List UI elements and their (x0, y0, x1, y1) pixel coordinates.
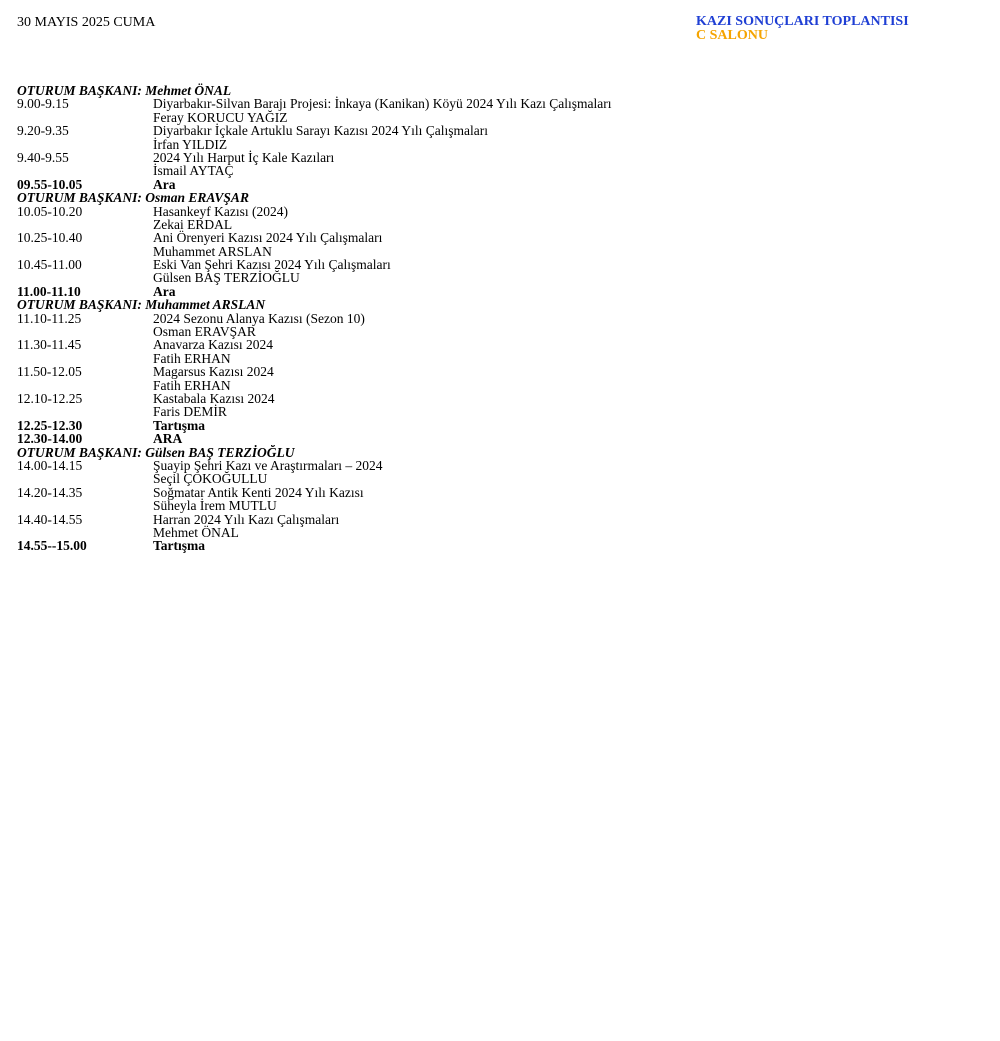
talk-title: 2024 Yılı Harput İç Kale Kazıları (153, 149, 335, 165)
talk-title: Magarsus Kazısı 2024 (153, 364, 274, 380)
talk-speaker: Seçil ÇOKOĞULLU (153, 471, 268, 487)
talk-row (17, 459, 977, 472)
talk-row (17, 312, 977, 325)
talk-row (17, 205, 977, 218)
talk-speaker: Zekai ERDAL (153, 216, 233, 232)
talk-time: 11.10-11.25 (17, 310, 82, 326)
talk-time: 11.30-11.45 (17, 337, 82, 353)
session-chair: OTURUM BAŞKANI: Mehmet ÖNAL (17, 83, 232, 98)
document-date: 30 MAYIS 2025 CUMA (17, 15, 156, 30)
session-chair: OTURUM BAŞKANI: Gülsen BAŞ TERZİOĞLU (17, 444, 295, 460)
break-row (17, 285, 977, 298)
talk-time: 10.25-10.40 (17, 230, 83, 246)
talk-time: 12.10-12.25 (17, 390, 83, 406)
meeting-title: KAZI SONUÇLARI TOPLANTISI (696, 14, 909, 29)
break-row (17, 419, 977, 432)
talk-row (17, 392, 977, 405)
break-time: 12.30-14.00 (17, 431, 83, 447)
talk-title: Eski Van Şehri Kazısı 2024 Yılı Çalışmaları (153, 257, 391, 273)
talk-time: 10.05-10.20 (17, 203, 83, 219)
talk-time: 14.20-14.35 (17, 484, 83, 500)
talk-time: 9.20-9.35 (17, 123, 69, 139)
speaker-row (17, 138, 977, 151)
talk-row (17, 97, 977, 110)
talk-speaker: Feray KORUCU YAĞIZ (153, 109, 288, 125)
speaker-row (17, 164, 977, 177)
session-chair-row (17, 84, 977, 97)
schedule-list (17, 84, 977, 553)
speaker-row (17, 271, 977, 284)
talk-speaker: İsmail AYTAÇ (153, 163, 234, 179)
break-row (17, 178, 977, 191)
break-row (17, 432, 977, 445)
talk-speaker: Mehmet ÖNAL (153, 524, 239, 540)
talk-speaker: Fatih ERHAN (153, 377, 231, 393)
speaker-row (17, 472, 977, 485)
talk-time: 11.50-12.05 (17, 364, 82, 380)
talk-speaker: Muhammet ARSLAN (153, 243, 272, 259)
talk-row (17, 151, 977, 164)
talk-row (17, 338, 977, 351)
talk-title: Kastabala Kazısı 2024 (153, 390, 275, 406)
speaker-row (17, 245, 977, 258)
talk-speaker: Gülsen BAŞ TERZİOĞLU (153, 270, 300, 286)
talk-time: 9.40-9.55 (17, 149, 69, 165)
break-label: Tartışma (153, 417, 206, 433)
talk-speaker: Fatih ERHAN (153, 350, 231, 366)
speaker-row (17, 526, 977, 539)
talk-row (17, 513, 977, 526)
break-time: 14.55--15.00 (17, 538, 87, 554)
speaker-row (17, 325, 977, 338)
talk-title: Ani Örenyeri Kazısı 2024 Yılı Çalışmaları (153, 230, 383, 246)
break-time: 12.25-12.30 (17, 417, 83, 433)
break-time: 11.00-11.10 (17, 283, 81, 299)
talk-speaker: Süheyla İrem MUTLU (153, 498, 277, 514)
session-chair-row (17, 446, 977, 459)
header-block (696, 15, 909, 43)
session-chair-row (17, 298, 977, 311)
talk-title: 2024 Sezonu Alanya Kazısı (Sezon 10) (153, 310, 365, 326)
speaker-row (17, 111, 977, 124)
speaker-row (17, 499, 977, 512)
talk-time: 14.40-14.55 (17, 511, 83, 527)
talk-title: Harran 2024 Yılı Kazı Çalışmaları (153, 511, 340, 527)
talk-speaker: Osman ERAVŞAR (153, 324, 256, 340)
talk-row (17, 486, 977, 499)
break-label: Tartışma (153, 538, 206, 554)
talk-speaker: Faris DEMİR (153, 404, 227, 420)
talk-title: Anavarza Kazısı 2024 (153, 337, 273, 353)
talk-title: Hasankeyf Kazısı (2024) (153, 203, 288, 219)
speaker-row (17, 405, 977, 418)
speaker-row (17, 379, 977, 392)
talk-time: 14.00-14.15 (17, 457, 83, 473)
break-label: Ara (153, 176, 176, 192)
talk-row (17, 258, 977, 271)
break-label: Ara (153, 283, 176, 299)
talk-time: 9.00-9.15 (17, 96, 69, 112)
speaker-row (17, 352, 977, 365)
room-name: C SALONU (696, 28, 768, 43)
talk-time: 10.45-11.00 (17, 257, 82, 273)
talk-title: Şuayip Şehri Kazı ve Araştırmaları – 2024 (153, 457, 383, 473)
talk-title: Soğmatar Antik Kenti 2024 Yılı Kazısı (153, 484, 364, 500)
talk-row (17, 365, 977, 378)
speaker-row (17, 218, 977, 231)
talk-speaker: İrfan YILDIZ (153, 136, 228, 152)
talk-title: Diyarbakır-Silvan Barajı Projesi: İnkaya (Kanikan) Köyü 2024 Yılı Kazı Çalışmaları (153, 96, 612, 112)
break-label: ARA (153, 431, 183, 447)
session-chair: OTURUM BAŞKANI: Muhammet ARSLAN (17, 297, 266, 313)
session-chair-row (17, 191, 977, 204)
break-row (17, 539, 977, 552)
break-time: 09.55-10.05 (17, 176, 83, 192)
talk-row (17, 231, 977, 244)
session-chair: OTURUM BAŞKANI: Osman ERAVŞAR (17, 190, 249, 206)
talk-row (17, 124, 977, 137)
talk-title: Diyarbakır İçkale Artuklu Sarayı Kazısı 2024 Yılı Çalışmaları (153, 123, 489, 139)
